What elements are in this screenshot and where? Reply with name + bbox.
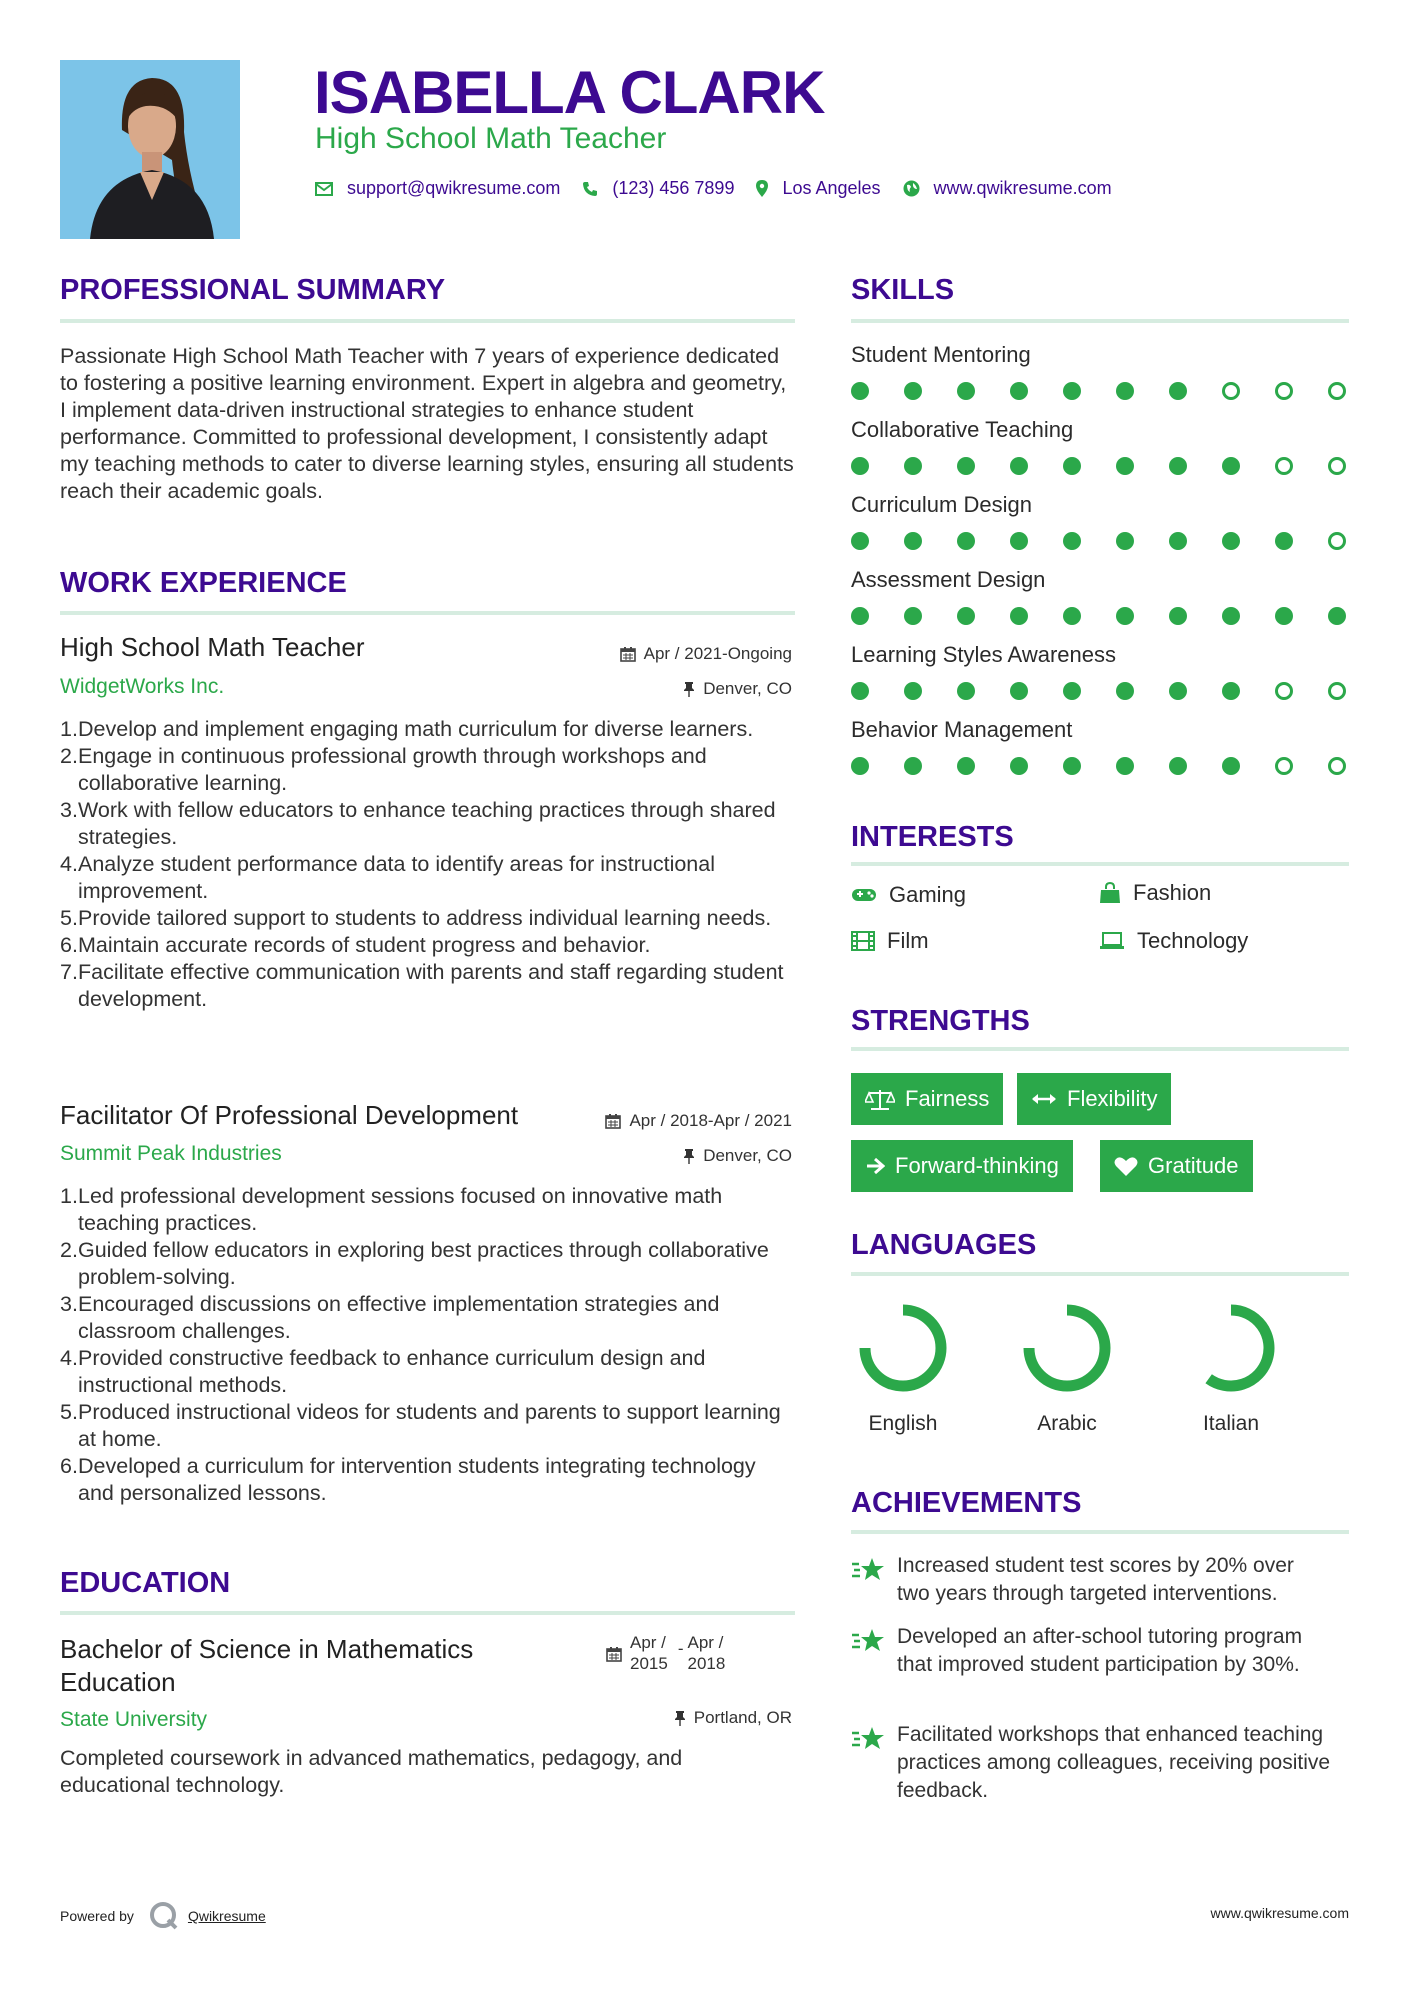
section-divider: [851, 1530, 1349, 1534]
skill-name: Student Mentoring: [851, 342, 1031, 367]
balance-scale-icon: [865, 1088, 895, 1110]
duty-item: Guided fellow educators in exploring best practices through collaborative problem-solving.: [78, 1238, 769, 1289]
language-item: [1012, 1298, 1122, 1436]
company-name: WidgetWorks Inc.: [60, 675, 225, 698]
strength-label: Forward-thinking: [895, 1153, 1059, 1178]
job-location-text: Denver, CO: [703, 679, 792, 698]
location-text: Los Angeles: [782, 178, 881, 198]
candidate-title: High School Math Teacher: [315, 122, 667, 155]
achievements-heading: ACHIEVEMENTS: [851, 1487, 1082, 1519]
skill-dot-filled: [851, 682, 869, 700]
shopping-bag-icon: [1099, 882, 1121, 904]
skill-dot-empty: [1275, 682, 1293, 700]
job-dates: [620, 644, 792, 664]
duty-list: [60, 1183, 795, 1507]
skill-dot-filled: [1169, 682, 1187, 700]
skill-dot-filled: [904, 457, 922, 475]
contact-website[interactable]: [903, 178, 1112, 199]
achievement-item: [851, 1552, 1331, 1608]
skill-dot-filled: [1222, 757, 1240, 775]
skill-dot-filled: [1275, 607, 1293, 625]
interest-label: Fashion: [1133, 880, 1212, 905]
skill-dot-filled: [1275, 532, 1293, 550]
skill-dot-filled: [1010, 382, 1028, 400]
language-item: [1176, 1298, 1286, 1436]
section-divider: [60, 319, 795, 323]
email-text: support@qwikresume.com: [347, 178, 561, 198]
skill-dot-empty: [1222, 382, 1240, 400]
footer-powered-by: [60, 1900, 266, 1932]
duty-item: Work with fellow educators to enhance teaching practices through shared strategies.: [78, 798, 776, 849]
strength-label: Fairness: [905, 1086, 990, 1111]
job-location: [683, 679, 792, 699]
language-item: [848, 1298, 958, 1436]
skill-dot-filled: [1063, 757, 1081, 775]
skill-name: Learning Styles Awareness: [851, 642, 1116, 667]
skill-dot-filled: [957, 757, 975, 775]
language-progress-ring: [853, 1298, 953, 1398]
skill-dot-filled: [957, 382, 975, 400]
skill-name: Collaborative Teaching: [851, 417, 1074, 442]
skill-dot-empty: [1275, 382, 1293, 400]
heart-icon: [1114, 1156, 1138, 1177]
arrow-right-icon: [865, 1157, 885, 1175]
skills-heading: SKILLS: [851, 274, 955, 306]
interest-item: [851, 928, 929, 954]
candidate-name: ISABELLA CLARK: [314, 59, 825, 126]
education-description: Completed coursework in advanced mathematics, pedagogy, and educational technology.: [60, 1746, 683, 1797]
arrows-horizontal-icon: [1031, 1092, 1057, 1106]
language-progress-ring: [1017, 1298, 1117, 1398]
interest-label: Technology: [1137, 928, 1249, 953]
skill-rating: [851, 530, 1351, 552]
duty-item: Develop and implement engaging math curriculum for diverse learners.: [78, 717, 754, 741]
language-progress-arc: [1029, 1310, 1105, 1386]
interests-heading: INTERESTS: [851, 821, 1014, 853]
strengths-heading: STRENGTHS: [851, 1005, 1030, 1037]
shooting-star-icon: [851, 1627, 885, 1653]
language-label: English: [868, 1412, 938, 1435]
language-label: Arabic: [1037, 1412, 1097, 1435]
calendar-icon: [605, 1113, 621, 1129]
map-marker-icon: [756, 180, 768, 197]
pushpin-icon: [683, 681, 695, 697]
skill-rating: [851, 755, 1351, 777]
phone-text: (123) 456 7899: [612, 178, 735, 198]
education-start-month: Apr /: [630, 1633, 666, 1652]
education-location: [674, 1708, 792, 1728]
skill-dot-filled: [904, 682, 922, 700]
interest-label: Gaming: [889, 882, 967, 907]
skill-name: Assessment Design: [851, 567, 1046, 592]
job-location-text: Denver, CO: [703, 1146, 792, 1165]
skill-dot-filled: [851, 382, 869, 400]
contact-location: [756, 178, 880, 199]
strength-label: Flexibility: [1067, 1086, 1158, 1111]
skill-rating: [851, 380, 1351, 402]
laptop-icon: [1099, 932, 1125, 950]
duty-item: Produced instructional videos for students and parents to support learning at home.: [78, 1400, 781, 1451]
skill-dot-filled: [1116, 457, 1134, 475]
skill-dot-filled: [1010, 682, 1028, 700]
duty-item: Encouraged discussions on effective implementation strategies and classroom challenges.: [78, 1292, 720, 1343]
skill-dot-filled: [1063, 382, 1081, 400]
job-dates-text: Apr / 2021-Ongoing: [643, 644, 792, 663]
duty-item: Engage in continuous professional growth through workshops and collaborative learning.: [78, 744, 707, 795]
skill-dot-filled: [904, 607, 922, 625]
skill-dot-filled: [1222, 682, 1240, 700]
skill-dot-filled: [1010, 457, 1028, 475]
skill-dot-filled: [1169, 457, 1187, 475]
achievement-item: [851, 1623, 1331, 1679]
language-label: Italian: [1202, 1412, 1260, 1435]
strength-label: Gratitude: [1148, 1153, 1239, 1178]
duty-item: Provided constructive feedback to enhance curriculum design and instructional methods.: [78, 1346, 706, 1397]
skill-dot-filled: [904, 382, 922, 400]
skill-dot-filled: [1169, 532, 1187, 550]
skill-dot-filled: [1222, 457, 1240, 475]
skill-dot-empty: [1328, 532, 1346, 550]
degree-title: Bachelor of Science in Mathematics Education: [60, 1634, 474, 1697]
education-end-month: Apr /: [687, 1633, 724, 1652]
qwikresume-link[interactable]: Qwikresume: [187, 1908, 266, 1924]
skill-dot-empty: [1275, 757, 1293, 775]
pushpin-icon: [683, 1148, 695, 1164]
summary-text: Passionate High School Math Teacher with 7 years of experience dedicated to fostering a positive learning environment. Expert in algebra and geometry, I implement data-driven instructional strategies to enhance student performance. Committed to professional development, I consistently adapt my teaching methods to cater to diverse learning styles, ensuring all students reach their academic goals.: [60, 344, 794, 503]
skill-dot-filled: [1169, 607, 1187, 625]
strength-badge: [851, 1140, 1073, 1192]
achievement-text: Facilitated workshops that enhanced teaching practices among colleagues, receiving positive feedback.: [897, 1723, 1331, 1802]
job-dates: [605, 1111, 792, 1131]
skill-dot-empty: [1275, 457, 1293, 475]
calendar-icon: [620, 646, 636, 662]
education-start: [630, 1632, 668, 1674]
experience-heading: WORK EXPERIENCE: [60, 567, 347, 599]
skill-rating: [851, 455, 1351, 477]
skill-dot-filled: [1116, 607, 1134, 625]
education-end: [688, 1632, 726, 1674]
section-divider: [851, 319, 1349, 323]
calendar-icon: [606, 1646, 622, 1662]
globe-icon: [903, 180, 920, 197]
education-end-year: 2018: [687, 1654, 726, 1673]
skill-dot-filled: [851, 457, 869, 475]
duty-item: Analyze student performance data to identify areas for instructional improvement.: [78, 852, 715, 903]
shooting-star-icon: [851, 1725, 885, 1751]
duty-item: Maintain accurate records of student progress and behavior.: [78, 933, 651, 957]
skill-dot-filled: [851, 757, 869, 775]
skill-rating: [851, 605, 1351, 627]
summary-heading: PROFESSIONAL SUMMARY: [60, 274, 446, 306]
website-text: www.qwikresume.com: [933, 178, 1112, 198]
language-progress-arc: [1209, 1310, 1269, 1386]
skill-dot-filled: [1169, 757, 1187, 775]
contact-phone[interactable]: [582, 178, 734, 199]
skill-dot-filled: [1010, 757, 1028, 775]
skill-name: Curriculum Design: [851, 492, 1032, 517]
skill-dot-filled: [1063, 457, 1081, 475]
languages-heading: LANGUAGES: [851, 1229, 1037, 1261]
job-title: High School Math Teacher: [60, 632, 365, 662]
duty-item: Developed a curriculum for intervention students integrating technology and personalized lessons.: [78, 1454, 756, 1505]
skill-dot-filled: [1222, 607, 1240, 625]
skill-name: Behavior Management: [851, 717, 1073, 742]
strength-badge: [851, 1073, 1003, 1125]
duty-list: [60, 716, 795, 1013]
interest-item: [1099, 880, 1211, 906]
section-divider: [851, 862, 1349, 866]
school-name: State University: [60, 1708, 208, 1731]
section-divider: [851, 1272, 1349, 1276]
skill-dot-filled: [957, 457, 975, 475]
skill-dot-filled: [1010, 607, 1028, 625]
skill-dot-filled: [1116, 757, 1134, 775]
skill-dot-filled: [851, 607, 869, 625]
education-dates: [606, 1632, 725, 1674]
skill-dot-empty: [1328, 382, 1346, 400]
interest-item: [1099, 928, 1248, 954]
skill-dot-empty: [1328, 457, 1346, 475]
achievement-item: [851, 1721, 1331, 1805]
education-location-text: Portland, OR: [693, 1708, 792, 1727]
skill-dot-filled: [1063, 607, 1081, 625]
duty-item: Led professional development sessions focused on innovative math teaching practices.: [78, 1184, 723, 1235]
skill-dot-filled: [1328, 607, 1346, 625]
skill-dot-filled: [957, 532, 975, 550]
skill-dot-filled: [957, 682, 975, 700]
skill-dot-filled: [904, 532, 922, 550]
section-divider: [851, 1047, 1349, 1051]
skill-dot-empty: [1328, 682, 1346, 700]
section-divider: [60, 611, 795, 615]
strength-badge: [1100, 1140, 1253, 1192]
phone-icon: [582, 181, 598, 197]
duty-item: Provide tailored support to students to address individual learning needs.: [78, 906, 772, 930]
skill-dot-filled: [957, 607, 975, 625]
language-progress-ring: [1181, 1298, 1281, 1398]
qwikresume-logo-icon: [148, 1900, 180, 1932]
interest-item: [851, 882, 966, 908]
language-progress-arc: [865, 1310, 941, 1386]
skill-dot-filled: [1063, 682, 1081, 700]
skill-dot-filled: [1063, 532, 1081, 550]
contact-bar: [315, 178, 1134, 199]
date-dash: -: [677, 1639, 684, 1658]
skill-dot-filled: [1116, 532, 1134, 550]
contact-email[interactable]: [315, 178, 560, 199]
section-divider: [60, 1611, 795, 1615]
profile-photo: [60, 60, 240, 239]
skill-dot-filled: [1116, 682, 1134, 700]
gamepad-icon: [851, 887, 877, 903]
achievement-text: Increased student test scores by 20% over two years through targeted interventions.: [897, 1554, 1294, 1605]
pushpin-icon: [674, 1710, 686, 1726]
achievement-text: Developed an after-school tutoring program that improved student participation by 30%.: [897, 1625, 1303, 1676]
job-dates-text: Apr / 2018-Apr / 2021: [629, 1111, 792, 1130]
shooting-star-icon: [851, 1556, 885, 1582]
skill-dot-filled: [1222, 532, 1240, 550]
skill-dot-filled: [1010, 532, 1028, 550]
job-title: Facilitator Of Professional Development: [60, 1100, 519, 1130]
skill-dot-empty: [1328, 757, 1346, 775]
duty-item: Facilitate effective communication with parents and staff regarding student development.: [78, 960, 784, 1011]
company-name: Summit Peak Industries: [60, 1142, 282, 1165]
skill-dot-filled: [1169, 382, 1187, 400]
interest-label: Film: [887, 928, 929, 953]
skill-dot-filled: [1116, 382, 1134, 400]
envelope-icon: [315, 182, 333, 196]
education-start-year: 2015: [630, 1654, 668, 1673]
strength-badge: [1017, 1073, 1171, 1125]
skill-dot-filled: [904, 757, 922, 775]
powered-by-text: Powered by: [60, 1908, 134, 1924]
skill-rating: [851, 680, 1351, 702]
film-icon: [851, 931, 875, 951]
footer-website[interactable]: www.qwikresume.com: [1210, 1905, 1349, 1921]
job-location: [683, 1146, 792, 1166]
education-heading: EDUCATION: [60, 1567, 231, 1599]
skill-dot-filled: [851, 532, 869, 550]
